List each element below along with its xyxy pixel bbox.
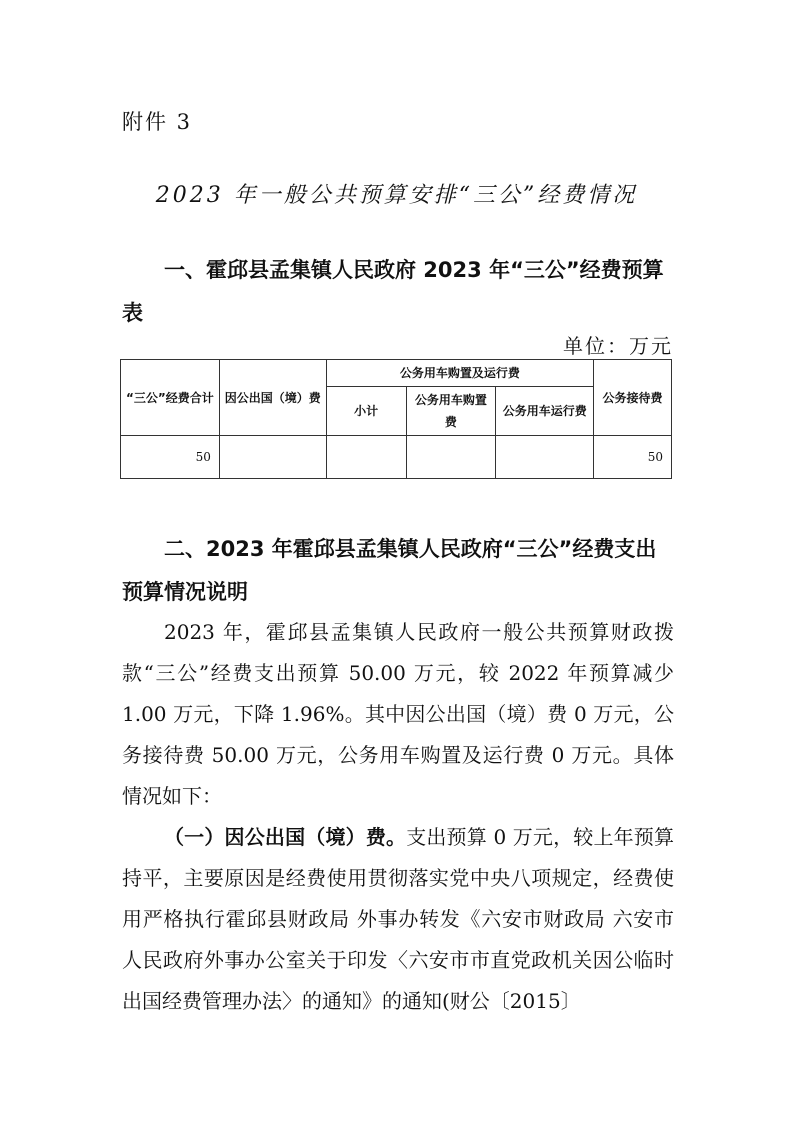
header-vehicle-purchase: 公务用车购置费 [406,387,496,436]
header-vehicle-subtotal: 小计 [326,387,406,436]
paragraph-summary: 2023 年，霍邱县孟集镇人民政府一般公共预算财政拨款“三公”经费支出预算 50.00 万元，较 2022 年预算减少 1.00 万元，下降 1.96%。其中因公出国（境）费 0 万元，公务接待费 50.00 万元，公务用车购置及运行费 0 万元。具体情况如下： [122,620,674,808]
paragraph-abroad-body: 支出预算 0 万元，较上年预算持平，主要原因是经费使用贯彻落实党中央八项规定，经费使用严格执行霍邱县财政局 外事办转发《六安市财政局 六安市人民政府外事办公室关于印发〈六安市市直党政机关因公临时出国经费管理办法〉的通知》的通知(财公〔2015〕 [122,825,674,1013]
paragraph-abroad-lead: （一）因公出国（境）费。 [164,825,407,849]
attachment-label: 附件 3 [122,110,193,134]
table-row [121,436,672,479]
header-reception: 公务接待费 [594,360,672,436]
budget-table [120,359,672,479]
header-vehicle-operation: 公务用车运行费 [496,387,594,436]
section-1-heading: 一、霍邱县孟集镇人民政府 2023 年“三公”经费预算表 [122,258,664,325]
paragraph-abroad-expense [122,817,674,1022]
cell-reception: 50 [594,436,672,479]
unit-label: 单位：万元 [563,334,673,358]
header-total: “三公”经费合计 [121,360,220,436]
section-2-heading: 二、2023 年霍邱县孟集镇人民政府“三公”经费支出预算情况说明 [122,537,657,604]
cell-vehicle-operation [496,436,594,479]
table-header-row [121,360,672,387]
header-vehicle-group: 公务用车购置及运行费 [326,360,593,387]
cell-abroad [219,436,326,479]
header-abroad: 因公出国（境）费 [219,360,326,436]
document-title: 2023 年一般公共预算安排“三公”经费情况 [155,183,638,208]
cell-total: 50 [121,436,220,479]
cell-vehicle-subtotal [326,436,406,479]
cell-vehicle-purchase [406,436,496,479]
